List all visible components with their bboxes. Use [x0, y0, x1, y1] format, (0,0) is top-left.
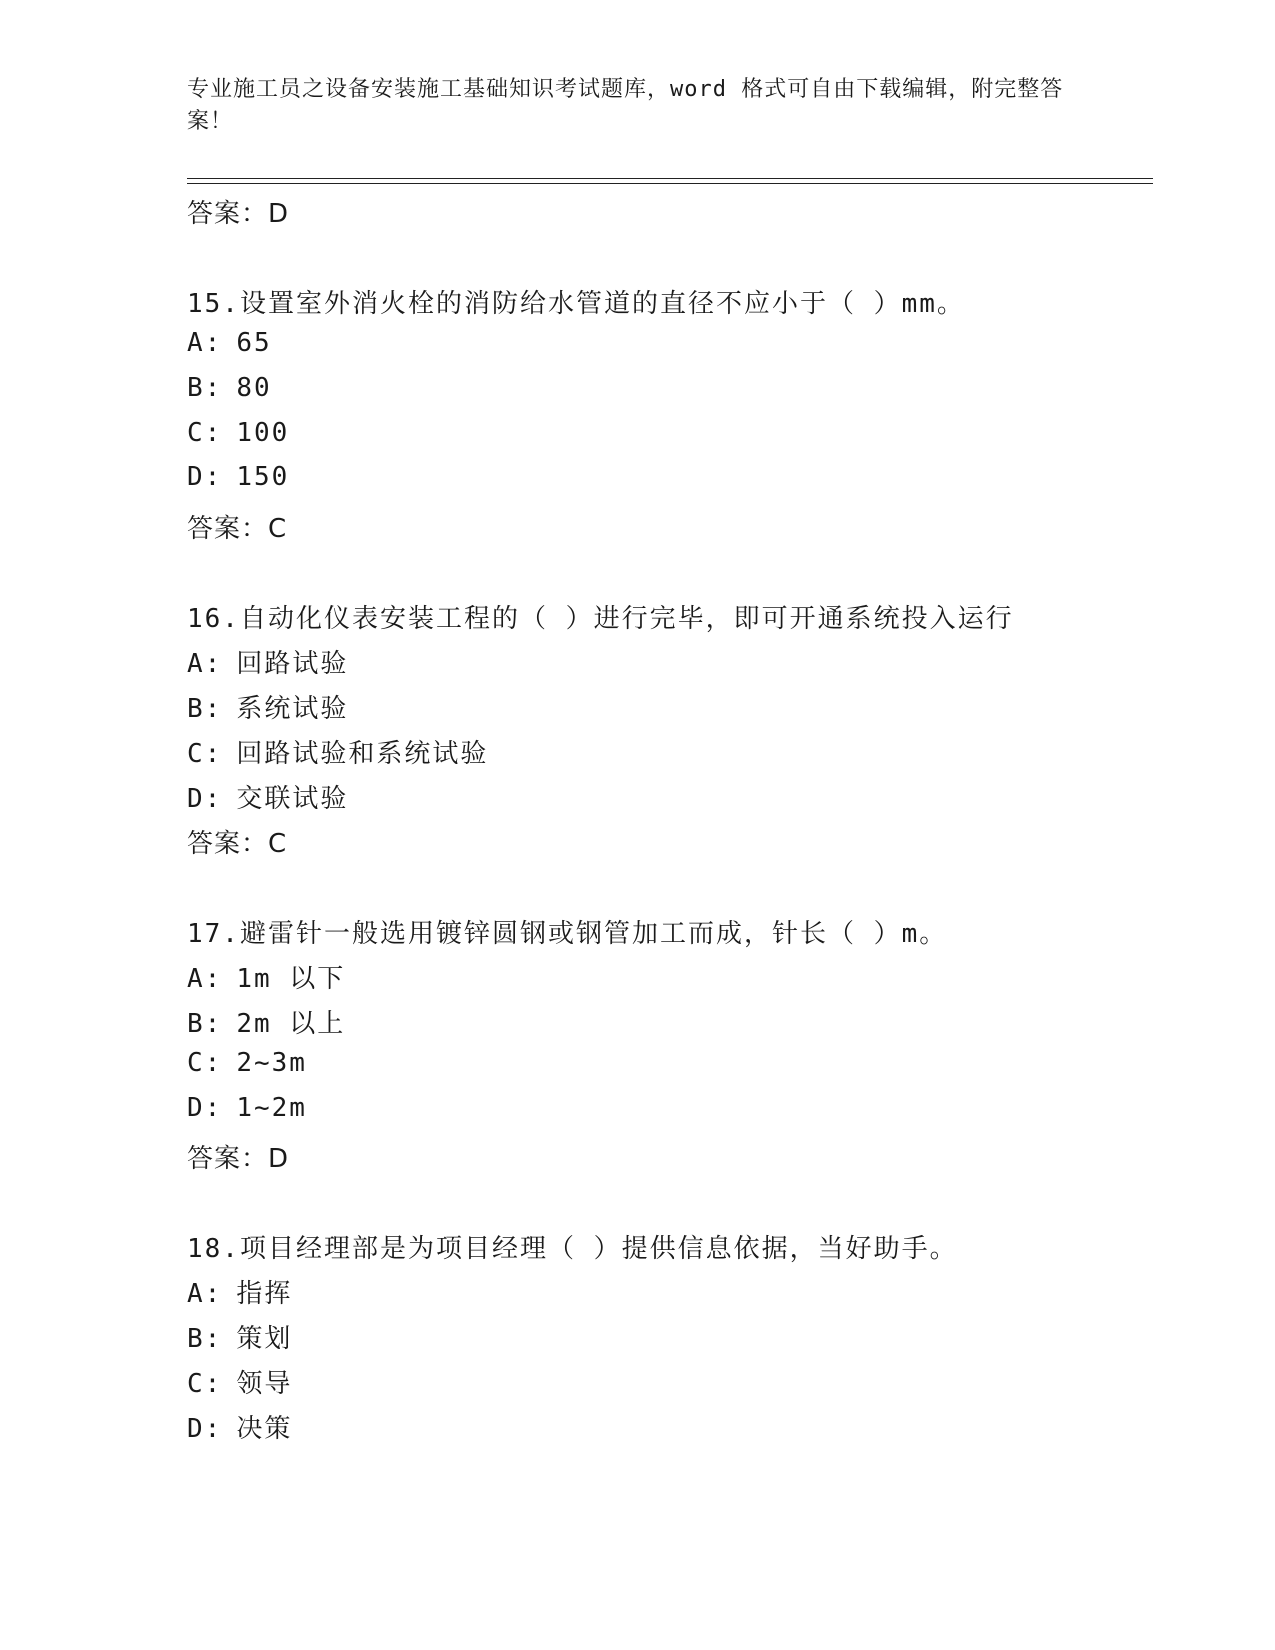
option-label: B: — [187, 1324, 223, 1354]
option-text: 指挥 — [236, 1279, 293, 1309]
question-16-option-a — [187, 643, 348, 680]
option-text: 策划 — [236, 1324, 293, 1354]
header-divider-top — [187, 178, 1153, 179]
option-label: D: — [187, 1414, 223, 1444]
option-text: 100 — [236, 418, 290, 448]
answer-line-14: 答案：D — [187, 199, 290, 229]
question-15-stem: 15.设置室外消火栓的消防给水管道的直径不应小于（ ）mm。 — [187, 289, 965, 319]
question-16-stem: 16.自动化仪表安装工程的（ ）进行完毕，即可开通系统投入运行 — [187, 604, 1014, 634]
option-text: 决策 — [236, 1414, 293, 1444]
question-15-answer: 答案：C — [187, 514, 288, 544]
question-18-option-d — [187, 1408, 292, 1445]
option-text: 系统试验 — [236, 694, 349, 724]
option-text: 交联试验 — [236, 784, 349, 814]
option-label: B: — [187, 1009, 223, 1039]
question-17-stem: 17.避雷针一般选用镀锌圆钢或钢管加工而成，针长（ ）m。 — [187, 919, 948, 949]
question-17-option-b — [187, 1003, 345, 1040]
option-label: C: — [187, 739, 223, 769]
option-label: A: — [187, 1279, 223, 1309]
option-label: D: — [187, 784, 223, 814]
option-text: 65 — [236, 328, 272, 358]
option-label: A: — [187, 328, 223, 358]
question-15-option-c — [187, 418, 289, 448]
option-label: C: — [187, 1048, 223, 1078]
question-16-option-b — [187, 688, 348, 725]
option-text: 150 — [236, 462, 290, 492]
option-text: 80 — [236, 373, 272, 403]
question-18-stem: 18.项目经理部是为项目经理（ ）提供信息依据，当好助手。 — [187, 1234, 958, 1264]
option-text: 回路试验和系统试验 — [236, 739, 489, 769]
option-text: 1m 以下 — [236, 964, 346, 994]
option-label: B: — [187, 373, 223, 403]
option-label: A: — [187, 649, 223, 679]
document-header: 专业施工员之设备安装施工基础知识考试题库，word 格式可自由下载编辑，附完整答案！ — [187, 77, 1064, 134]
question-17-answer: 答案：D — [187, 1144, 290, 1174]
option-text: 回路试验 — [236, 649, 349, 679]
option-label: C: — [187, 1369, 223, 1399]
option-label: D: — [187, 462, 223, 492]
option-label: A: — [187, 964, 223, 994]
option-text: 1~2m — [236, 1093, 307, 1123]
option-text: 领导 — [236, 1369, 293, 1399]
question-17-option-c — [187, 1048, 307, 1078]
header-divider-bottom — [187, 183, 1153, 184]
option-label: D: — [187, 1093, 223, 1123]
option-text: 2~3m — [236, 1048, 307, 1078]
question-17-option-a — [187, 958, 345, 995]
option-label: B: — [187, 694, 223, 724]
question-18-option-c — [187, 1363, 292, 1400]
question-18-option-a — [187, 1273, 292, 1310]
question-16-option-c — [187, 733, 488, 770]
question-15-option-b — [187, 373, 272, 403]
question-16-option-d — [187, 778, 348, 815]
question-15-option-a — [187, 328, 272, 358]
question-17-option-d — [187, 1093, 307, 1123]
question-18-option-b — [187, 1318, 292, 1355]
option-label: C: — [187, 418, 223, 448]
question-16-answer: 答案：C — [187, 829, 288, 859]
option-text: 2m 以上 — [236, 1009, 346, 1039]
question-15-option-d — [187, 462, 289, 492]
